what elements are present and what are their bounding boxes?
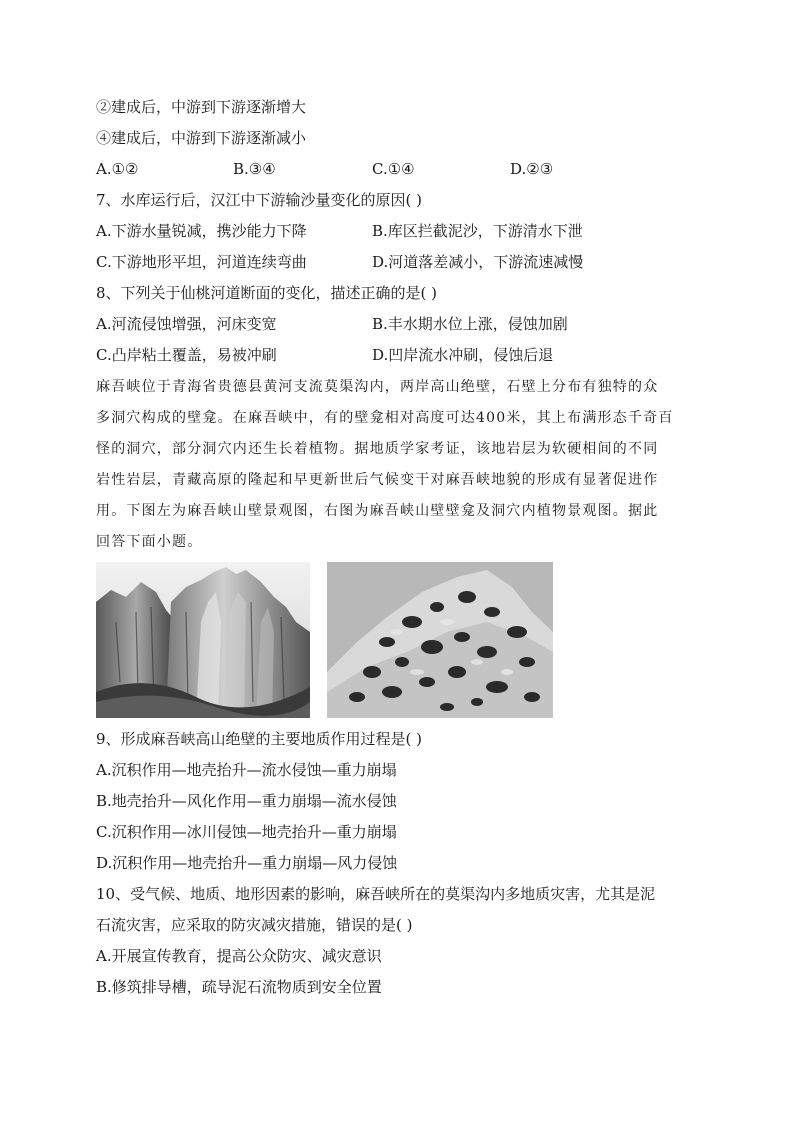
question-7-option-c: C.下游地形平坦，河道连续弯曲 <box>96 253 307 271</box>
question-9-option-d: D.沉积作用—地壳抬升—重力崩塌—风力侵蚀 <box>96 854 398 872</box>
question-9-stem: 9、形成麻吾峡高山绝壁的主要地质作用过程是( ) <box>96 730 423 748</box>
question-7-option-d: D.河道落差减小，下游流速减慢 <box>372 253 584 271</box>
passage-line: 用。下图左为麻吾峡山壁景观图，右图为麻吾峡山壁壁龛及洞穴内植物景观图。据此 <box>96 503 659 519</box>
option-4-text: ④建成后，中游到下游逐渐减小 <box>96 129 307 147</box>
question-8-option-a: A.河流侵蚀增强，河床变宽 <box>96 315 277 333</box>
passage-line: 回答下面小题。 <box>96 534 203 550</box>
question-9-option-c: C.沉积作用—冰川侵蚀—地壳抬升—重力崩塌 <box>96 823 397 841</box>
question-9-option-b: B.地壳抬升—风化作用—重力崩塌—流水侵蚀 <box>96 792 397 810</box>
choice-d: D.②③ <box>510 160 554 178</box>
question-7-stem: 7、水库运行后，汉江中下游输沙量变化的原因( ) <box>96 191 423 209</box>
question-8-stem: 8、下列关于仙桃河道断面的变化，描述正确的是( ) <box>96 284 438 302</box>
question-9-option-a: A.沉积作用—地壳抬升—流水侵蚀—重力崩塌 <box>96 761 397 779</box>
choice-a: A.①② <box>96 160 139 178</box>
cliff-wall-photo <box>96 562 310 718</box>
option-2-text: ②建成后，中游到下游逐渐增大 <box>96 98 307 116</box>
question-7-option-b: B.库区拦截泥沙，下游清水下泄 <box>372 222 583 240</box>
question-8-option-d: D.凹岸流水冲刷，侵蚀后退 <box>372 346 554 364</box>
choice-c: C.①④ <box>372 160 415 178</box>
niche-caves-photo <box>327 562 553 718</box>
question-8-option-b: B.丰水期水位上涨，侵蚀加剧 <box>372 315 568 333</box>
passage-line: 多洞穴构成的壁龛。在麻吾峡中，有的壁龛相对高度可达400米，其上布满形态千奇百 <box>96 410 674 426</box>
question-7-option-a: A.下游水量锐减，携沙能力下降 <box>96 222 307 240</box>
choice-b: B.③④ <box>233 160 276 178</box>
question-10-stem-line-2: 石流灾害，应采取的防灾减灾措施，错误的是( ) <box>96 916 413 934</box>
question-8-option-c: C.凸岸粘土覆盖，易被冲刷 <box>96 346 277 364</box>
passage-line: 怪的洞穴，部分洞穴内还生长着植物。据地质学家考证，该地岩层为软硬相间的不同 <box>96 441 659 457</box>
reading-passage <box>96 372 696 558</box>
question-10-stem-line-1: 10、受气候、地质、地形因素的影响，麻吾峡所在的莫渠沟内多地质灾害，尤其是泥 <box>96 885 656 903</box>
question-10-option-a: A.开展宣传教育，提高公众防灾、减灾意识 <box>96 947 382 965</box>
passage-line: 麻吾峡位于青海省贵德县黄河支流莫渠沟内，两岸高山绝壁，石壁上分布有独特的众 <box>96 379 659 395</box>
question-10-option-b: B.修筑排导槽，疏导泥石流物质到安全位置 <box>96 978 382 996</box>
passage-line: 岩性岩层，青藏高原的隆起和早更新世后气候变干对麻吾峡地貌的形成有显著促进作 <box>96 472 659 488</box>
